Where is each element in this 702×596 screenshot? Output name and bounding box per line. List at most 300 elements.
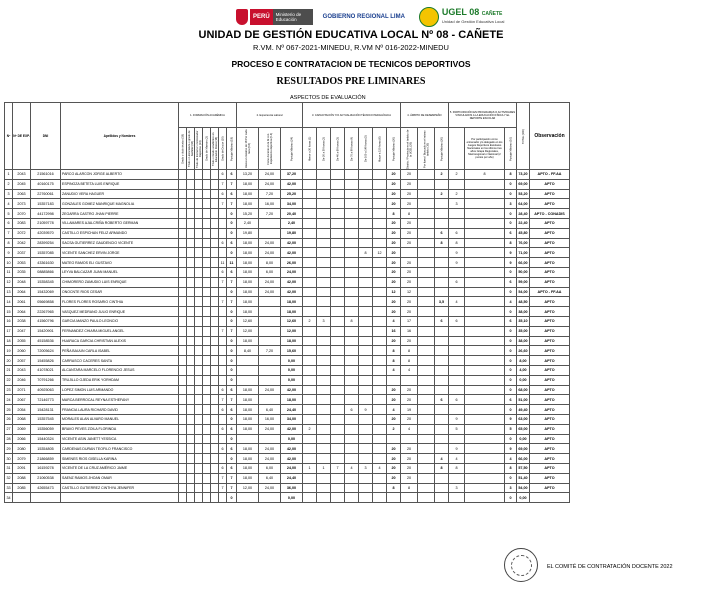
cell-c-0 bbox=[303, 356, 317, 366]
cell-obs: APTO bbox=[530, 258, 570, 268]
cell-c-1 bbox=[317, 228, 331, 238]
col-e2: Como docente en la IE con Experiencia deportiva (0.4) bbox=[259, 128, 281, 170]
cell-c-3 bbox=[345, 434, 359, 444]
cell-n: 18 bbox=[5, 336, 13, 346]
cell-cp: 8 bbox=[387, 356, 401, 366]
cell-a1: 20 bbox=[401, 199, 418, 209]
cell-cp: 4 bbox=[387, 365, 401, 375]
cell-pp bbox=[465, 199, 505, 209]
cell-ep: 37,20 bbox=[281, 170, 303, 180]
cell-empty bbox=[187, 454, 195, 464]
cell-pp bbox=[465, 189, 505, 199]
table-row bbox=[5, 209, 570, 219]
cell-exp: 2088 bbox=[13, 473, 31, 483]
cell-e2 bbox=[259, 307, 281, 317]
cell-f bbox=[219, 248, 227, 258]
cell-c-0 bbox=[303, 228, 317, 238]
cell-ep: 18,00 bbox=[281, 297, 303, 307]
cell-name: FERNANDEZ CHIARA MIGUEL ANGEL bbox=[61, 326, 179, 336]
cell-empty bbox=[203, 444, 211, 454]
col-f5: Título o Grado académico en Educación Física (16) bbox=[211, 128, 219, 170]
cell-a1: 8 bbox=[401, 483, 418, 493]
cell-obs: APTO bbox=[530, 218, 570, 228]
cell-empty bbox=[179, 385, 187, 395]
cell-c-2 bbox=[331, 277, 345, 287]
cell-ep: 42,00 bbox=[281, 424, 303, 434]
col-f3: Título de Instructor o Entrenador Deportivo (14) bbox=[195, 128, 203, 170]
cell-e1: 18,00 bbox=[237, 199, 259, 209]
cell-ap bbox=[435, 209, 449, 219]
cell-a1: 8 bbox=[401, 209, 418, 219]
cell-empty bbox=[187, 473, 195, 483]
cell-e2 bbox=[259, 356, 281, 366]
cell-a1 bbox=[401, 248, 418, 258]
cell-empty bbox=[195, 287, 203, 297]
cell-a2 bbox=[418, 473, 435, 483]
cell-a2 bbox=[418, 258, 435, 268]
cell-e1: 18,00 bbox=[237, 454, 259, 464]
cell-tot: 4 bbox=[505, 454, 517, 464]
cell-empty bbox=[187, 424, 195, 434]
cell-empty bbox=[187, 218, 195, 228]
cell-dni: 42039570 bbox=[31, 228, 61, 238]
cell-empty bbox=[211, 218, 219, 228]
cell-c-0 bbox=[303, 218, 317, 228]
cell-exp: 2054 bbox=[13, 405, 31, 415]
col-f2: Título o Licenciatura o grado de bachiller (16) bbox=[187, 128, 195, 170]
cell-c-0 bbox=[303, 385, 317, 395]
cell-c-4 bbox=[359, 336, 373, 346]
cell-empty bbox=[195, 473, 203, 483]
cell-c-5 bbox=[373, 326, 387, 336]
cell-t2: 68,00 bbox=[517, 385, 530, 395]
cell-c-3 bbox=[345, 473, 359, 483]
cell-p1 bbox=[449, 267, 465, 277]
cell-ap bbox=[435, 424, 449, 434]
cell-empty bbox=[211, 385, 219, 395]
cell-ap: 4 bbox=[435, 454, 449, 464]
group-capacitacion: 3. CAPACITACIÓN Y/O ACTUALIZACIÓN TÉCNICO PEDAGÓGICA bbox=[303, 103, 401, 128]
cell-empty bbox=[211, 395, 219, 405]
cell-empty bbox=[203, 238, 211, 248]
table-row bbox=[5, 336, 570, 346]
cell-a1: 8 bbox=[401, 356, 418, 366]
cell-fp: 0 bbox=[227, 316, 237, 326]
cell-e1: 18,00 bbox=[237, 405, 259, 415]
cell-c-0 bbox=[303, 179, 317, 189]
cell-ap bbox=[435, 385, 449, 395]
table-row bbox=[5, 189, 570, 199]
cell-t2: 71,00 bbox=[517, 248, 530, 258]
cell-ap bbox=[435, 336, 449, 346]
cell-ep: 42,00 bbox=[281, 287, 303, 297]
cell-c-4: 3 bbox=[359, 463, 373, 473]
cell-c-2 bbox=[331, 454, 345, 464]
cell-c-2 bbox=[331, 258, 345, 268]
cell-c-3 bbox=[345, 258, 359, 268]
cell-tot: 0 bbox=[505, 375, 517, 385]
table-row bbox=[5, 405, 570, 415]
cell-exp: 2091 bbox=[13, 463, 31, 473]
cell-empty bbox=[195, 267, 203, 277]
table-row bbox=[5, 424, 570, 434]
cell-empty bbox=[187, 189, 195, 199]
cell-fp: 0 bbox=[227, 434, 237, 444]
cell-c-2: 7 bbox=[331, 463, 345, 473]
cell-a1 bbox=[401, 493, 418, 503]
cell-c-1: 1 bbox=[317, 463, 331, 473]
cell-empty bbox=[187, 356, 195, 366]
cell-t2: 26,60 bbox=[517, 346, 530, 356]
cell-tot: 0 bbox=[505, 189, 517, 199]
cell-cp: 20 bbox=[387, 277, 401, 287]
cell-obs: APTO - CONADIS bbox=[530, 209, 570, 219]
cell-a1: 8 bbox=[401, 346, 418, 356]
cell-pp bbox=[465, 248, 505, 258]
cell-empty bbox=[195, 356, 203, 366]
cell-cp: 20 bbox=[387, 473, 401, 483]
cell-c-3 bbox=[345, 375, 359, 385]
cell-c-3 bbox=[345, 307, 359, 317]
cell-fp: 6 bbox=[227, 424, 237, 434]
cell-dni: 15428131 bbox=[31, 405, 61, 415]
cell-empty bbox=[179, 444, 187, 454]
cell-p1 bbox=[449, 209, 465, 219]
cell-empty bbox=[203, 454, 211, 464]
cell-empty bbox=[203, 395, 211, 405]
cell-empty bbox=[211, 434, 219, 444]
cell-a1: 16 bbox=[401, 326, 418, 336]
cell-c-1 bbox=[317, 297, 331, 307]
cell-empty bbox=[203, 170, 211, 180]
cell-ep: 15,60 bbox=[281, 346, 303, 356]
cell-empty bbox=[179, 228, 187, 238]
cell-c-3 bbox=[345, 209, 359, 219]
cell-a2 bbox=[418, 179, 435, 189]
cell-c-1 bbox=[317, 375, 331, 385]
cell-dni: 15356059 bbox=[31, 424, 61, 434]
cell-a1: 20 bbox=[401, 385, 418, 395]
col-c-total: Puntaje Máximo (20) bbox=[387, 128, 401, 170]
cell-c-3 bbox=[345, 179, 359, 189]
cell-tot: 0 bbox=[505, 218, 517, 228]
cell-empty bbox=[179, 179, 187, 189]
group-participacion: 5. PARTICIPACIÓN EN PROGRAMAS O ACTIVIDADES VINCULADOS A LA EDUCACIÓN FÍSICA Y EL DEPORTE ESCOLAR bbox=[449, 103, 517, 128]
cell-empty bbox=[187, 493, 195, 503]
cell-dni: 42655473 bbox=[31, 483, 61, 493]
cell-obs: APTO bbox=[530, 454, 570, 464]
cell-exp: 2068 bbox=[13, 414, 31, 424]
cell-n: 29 bbox=[5, 444, 13, 454]
cell-a2 bbox=[418, 454, 435, 464]
cell-empty bbox=[187, 228, 195, 238]
cell-name: VICENTE SANCHEZ ERVIN JORGE bbox=[61, 248, 179, 258]
cell-e1: 18,00 bbox=[237, 238, 259, 248]
cell-c-1 bbox=[317, 277, 331, 287]
cell-c-4: 9 bbox=[359, 405, 373, 415]
cell-e1: 18,00 bbox=[237, 267, 259, 277]
cell-empty bbox=[211, 483, 219, 493]
cell-f bbox=[219, 307, 227, 317]
cell-tot: 9 bbox=[505, 258, 517, 268]
cell-exp: 2060 bbox=[13, 346, 31, 356]
cell-name: TRUJILLO OJEDA ERIK YORHDAM bbox=[61, 375, 179, 385]
cell-c-5 bbox=[373, 424, 387, 434]
cell-c-3: 4 bbox=[345, 463, 359, 473]
cell-empty bbox=[211, 189, 219, 199]
table-row bbox=[5, 218, 570, 228]
cell-ap: 6 bbox=[435, 395, 449, 405]
cell-c-3 bbox=[345, 493, 359, 503]
cell-c-2 bbox=[331, 434, 345, 444]
cell-c-4 bbox=[359, 189, 373, 199]
cell-empty bbox=[179, 189, 187, 199]
cell-fp: 0 bbox=[227, 218, 237, 228]
col-p-sub bbox=[449, 128, 465, 170]
cell-t2: 54,00 bbox=[517, 483, 530, 493]
cell-c-1 bbox=[317, 473, 331, 483]
cell-a2 bbox=[418, 316, 435, 326]
cell-empty bbox=[179, 356, 187, 366]
cell-t2: 8,00 bbox=[517, 356, 530, 366]
cell-a1: 20 bbox=[401, 336, 418, 346]
cell-pp bbox=[465, 395, 505, 405]
cell-cp: 8 bbox=[387, 483, 401, 493]
cell-c-2 bbox=[331, 483, 345, 493]
table-row bbox=[5, 385, 570, 395]
cell-cp bbox=[387, 493, 401, 503]
cell-c-3 bbox=[345, 454, 359, 464]
cell-t2: 4,00 bbox=[517, 365, 530, 375]
cell-empty bbox=[179, 316, 187, 326]
cell-obs: APTO bbox=[530, 179, 570, 189]
cell-c-2 bbox=[331, 209, 345, 219]
cell-c-5 bbox=[373, 473, 387, 483]
cell-n: 32 bbox=[5, 473, 13, 483]
cell-n: 34 bbox=[5, 493, 13, 503]
cell-empty bbox=[179, 209, 187, 219]
cell-empty bbox=[187, 483, 195, 493]
cell-n: 2 bbox=[5, 179, 13, 189]
cell-ap bbox=[435, 365, 449, 375]
cell-empty bbox=[179, 336, 187, 346]
cell-obs: APTO bbox=[530, 434, 570, 444]
cell-c-4 bbox=[359, 385, 373, 395]
cell-c-0: 2 bbox=[303, 424, 317, 434]
cell-p1: 9 bbox=[449, 444, 465, 454]
header-logos bbox=[236, 6, 526, 28]
cell-empty bbox=[187, 277, 195, 287]
cell-n: 31 bbox=[5, 463, 13, 473]
cell-c-2 bbox=[331, 493, 345, 503]
cell-empty bbox=[203, 209, 211, 219]
cell-empty bbox=[195, 218, 203, 228]
cell-f: 11 bbox=[219, 258, 227, 268]
cell-obs: APTO bbox=[530, 424, 570, 434]
cell-name: ZEGARRA CASTRO JHAN PIERRE bbox=[61, 209, 179, 219]
cell-c-0 bbox=[303, 238, 317, 248]
cell-empty bbox=[211, 297, 219, 307]
cell-a2 bbox=[418, 424, 435, 434]
cell-a2 bbox=[418, 277, 435, 287]
cell-t2: 35,10 bbox=[517, 316, 530, 326]
cell-a2 bbox=[418, 267, 435, 277]
cell-p1 bbox=[449, 405, 465, 415]
cell-e2: 6,00 bbox=[259, 463, 281, 473]
cell-f: 6 bbox=[219, 405, 227, 415]
cell-c-0 bbox=[303, 287, 317, 297]
cell-e2: 8,00 bbox=[259, 258, 281, 268]
cell-empty bbox=[187, 316, 195, 326]
cell-ep: 18,00 bbox=[281, 307, 303, 317]
cell-empty bbox=[179, 346, 187, 356]
cell-cp: 4 bbox=[387, 316, 401, 326]
table-row bbox=[5, 434, 570, 444]
cell-empty bbox=[211, 277, 219, 287]
cell-fp: 6 bbox=[227, 267, 237, 277]
cell-exp: 2063 bbox=[13, 189, 31, 199]
cell-cp: 20 bbox=[387, 189, 401, 199]
cell-c-1 bbox=[317, 189, 331, 199]
cell-c-0 bbox=[303, 209, 317, 219]
logo-ministerio-text: Ministerio de Educación bbox=[273, 9, 313, 25]
cell-empty bbox=[195, 424, 203, 434]
cell-c-0 bbox=[303, 336, 317, 346]
cell-a1: 20 bbox=[401, 454, 418, 464]
cell-t2: 66,00 bbox=[517, 454, 530, 464]
cell-ep: 0,00 bbox=[281, 375, 303, 385]
cell-fp: 0 bbox=[227, 356, 237, 366]
cell-a2 bbox=[418, 483, 435, 493]
cell-n: 21 bbox=[5, 365, 13, 375]
cell-empty bbox=[203, 414, 211, 424]
cell-c-2 bbox=[331, 287, 345, 297]
cell-ep: 18,00 bbox=[281, 395, 303, 405]
cell-c-5 bbox=[373, 405, 387, 415]
cell-name: HUARACA GARCIA CHRISTIAN ALEXIS bbox=[61, 336, 179, 346]
cell-c-1 bbox=[317, 248, 331, 258]
cell-empty bbox=[203, 463, 211, 473]
cell-p1: 2 bbox=[449, 170, 465, 180]
cell-fp: 0 bbox=[227, 209, 237, 219]
cell-cp: 4 bbox=[387, 405, 401, 415]
cell-c-4 bbox=[359, 356, 373, 366]
cell-n: 24 bbox=[5, 395, 13, 405]
table-row bbox=[5, 258, 570, 268]
cell-ep: 18,00 bbox=[281, 336, 303, 346]
cell-pp bbox=[465, 434, 505, 444]
cell-fp: 7 bbox=[227, 179, 237, 189]
table-row bbox=[5, 356, 570, 366]
cell-empty bbox=[211, 493, 219, 503]
cell-c-4 bbox=[359, 228, 373, 238]
cell-e1: 18,00 bbox=[237, 385, 259, 395]
cell-empty bbox=[195, 209, 203, 219]
cell-obs: APTO bbox=[530, 414, 570, 424]
cell-name: GONZALES GOMEZ MANRIQUE MAGNOLIA bbox=[61, 199, 179, 209]
cell-n: 11 bbox=[5, 267, 13, 277]
cell-empty bbox=[195, 277, 203, 287]
col-a2: Por fuera / Buscado en el mismo ámbito (10) bbox=[418, 128, 435, 170]
cell-exp: 2042 bbox=[13, 238, 31, 248]
cell-empty bbox=[187, 199, 195, 209]
cell-name: MARCA BERROCAL REYNA ESTHEFANY bbox=[61, 395, 179, 405]
col-f6: Grado de Doctor (10) bbox=[219, 128, 227, 170]
cell-empty bbox=[211, 473, 219, 483]
cell-empty bbox=[187, 385, 195, 395]
cell-c-1 bbox=[317, 483, 331, 493]
cell-c-1 bbox=[317, 385, 331, 395]
table-row bbox=[5, 316, 570, 326]
cell-ep: 0,00 bbox=[281, 493, 303, 503]
cell-f bbox=[219, 336, 227, 346]
cell-name: CARDENAS DURAN TEOFILO FRANCISCO bbox=[61, 444, 179, 454]
resolution-text: R.VM. Nº 067-2021-MINEDU, R.VM Nº 016-2022-MINEDU bbox=[253, 43, 449, 52]
cell-empty bbox=[195, 170, 203, 180]
cell-c-5 bbox=[373, 209, 387, 219]
cell-c-5 bbox=[373, 375, 387, 385]
cell-c-2 bbox=[331, 375, 345, 385]
cell-c-2 bbox=[331, 414, 345, 424]
committee-seal-icon bbox=[504, 548, 538, 582]
cell-name: BRAVO PEVES ZOILA FLORINDA bbox=[61, 424, 179, 434]
cell-c-3 bbox=[345, 267, 359, 277]
cell-f: 6 bbox=[219, 238, 227, 248]
cell-a2 bbox=[418, 228, 435, 238]
cell-cp: 20 bbox=[387, 228, 401, 238]
col-nro: Nº bbox=[5, 103, 13, 170]
cell-tot: 0 bbox=[505, 493, 517, 503]
logo-ugel-sub: CAÑETE bbox=[481, 11, 503, 17]
cell-empty bbox=[211, 209, 219, 219]
cell-a1: 20 bbox=[401, 170, 418, 180]
cell-a2 bbox=[418, 218, 435, 228]
cell-empty bbox=[203, 473, 211, 483]
cell-name: MORALES ALAN ALVARO MANUEL bbox=[61, 414, 179, 424]
cell-name: LEYVA BALCAZAR JUAN MANUEL bbox=[61, 267, 179, 277]
cell-f bbox=[219, 218, 227, 228]
cell-fp: 7 bbox=[227, 395, 237, 405]
cell-pp bbox=[465, 267, 505, 277]
cell-c-0 bbox=[303, 307, 317, 317]
ugel-logo bbox=[419, 7, 504, 27]
cell-pp bbox=[465, 297, 505, 307]
cell-dni: 15358345 bbox=[31, 277, 61, 287]
cell-f: 7 bbox=[219, 179, 227, 189]
cell-t2: 76,00 bbox=[517, 238, 530, 248]
cell-c-0 bbox=[303, 434, 317, 444]
cell-c-4 bbox=[359, 434, 373, 444]
cell-fp: 0 bbox=[227, 248, 237, 258]
cell-c-5 bbox=[373, 170, 387, 180]
cell-empty bbox=[211, 170, 219, 180]
table-row bbox=[5, 248, 570, 258]
cell-obs: APTO bbox=[530, 444, 570, 454]
cell-c-4 bbox=[359, 179, 373, 189]
cell-a2 bbox=[418, 365, 435, 375]
cell-fp: 6 bbox=[227, 463, 237, 473]
cell-empty bbox=[179, 405, 187, 415]
cell-tot: 8 bbox=[505, 170, 517, 180]
cell-obs: APTO bbox=[530, 483, 570, 493]
cell-obs: APTO bbox=[530, 228, 570, 238]
cell-c-0 bbox=[303, 473, 317, 483]
cell-tot: 5 bbox=[505, 424, 517, 434]
cell-ap bbox=[435, 179, 449, 189]
cell-n: 12 bbox=[5, 277, 13, 287]
cell-obs: APTO bbox=[530, 189, 570, 199]
cell-e1: 2,40 bbox=[237, 218, 259, 228]
